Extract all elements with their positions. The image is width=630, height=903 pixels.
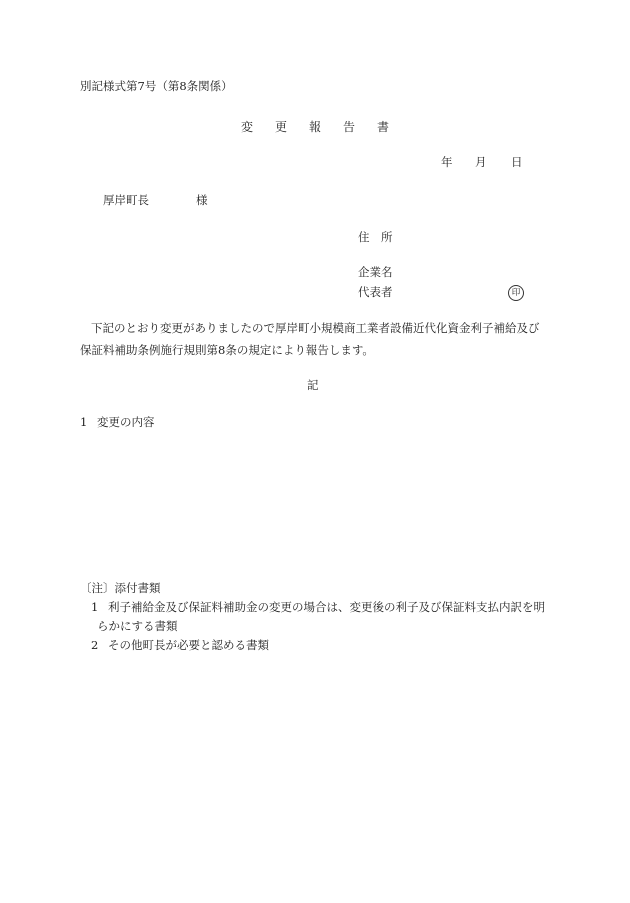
- document-title: [0, 121, 630, 133]
- note-item-text: その他町長が必要と認める書類: [108, 638, 269, 652]
- section-number: 1: [80, 415, 88, 429]
- company-label: 企業名: [358, 265, 393, 279]
- title-char: 書: [377, 120, 390, 134]
- title-char: 告: [343, 120, 356, 134]
- note-item-number: 2: [91, 638, 99, 652]
- title-char: 更: [274, 120, 287, 134]
- note-item-number: 1: [91, 600, 99, 614]
- title-char: 変: [240, 120, 253, 134]
- ki-marker: 記: [307, 378, 319, 392]
- representative-label: 代表者: [358, 285, 393, 299]
- note-item-text: 利子補給金及び保証料補助金の変更の場合は、変更後の利子及び保証料支払内訳を明: [108, 600, 545, 614]
- seal-mark: 印: [508, 285, 524, 301]
- address-label: 住 所: [358, 230, 393, 244]
- addressee-honorific: 様: [196, 193, 208, 207]
- section-label: 変更の内容: [97, 415, 155, 429]
- title-char: 報: [308, 120, 321, 134]
- notes-heading: 〔注〕添付書類: [80, 581, 161, 595]
- date-month: 月: [475, 155, 487, 169]
- date-day: 日: [511, 155, 523, 169]
- body-text-line1: 下記のとおり変更がありましたので厚岸町小規模商工業者設備近代化資金利子補給及び: [91, 321, 540, 335]
- addressee-name: 厚岸町長: [103, 193, 149, 207]
- date-year: 年: [441, 155, 453, 169]
- body-text-line2: 保証料補助条例施行規則第8条の規定により報告します。: [80, 343, 374, 357]
- note-item-text-continued: らかにする書類: [97, 619, 178, 633]
- form-label: 別記様式第7号（第8条関係）: [80, 79, 233, 93]
